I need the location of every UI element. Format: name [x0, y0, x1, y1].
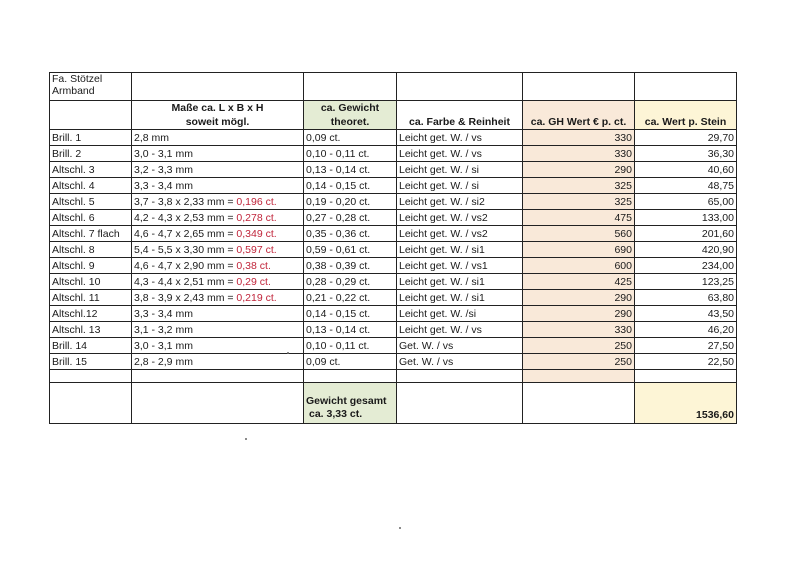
stone-value: 40,60 — [635, 162, 737, 178]
stone-name: Brill. 14 — [50, 338, 132, 354]
stone-dimensions — [132, 130, 304, 146]
stone-value: 63,80 — [635, 290, 737, 306]
empty-cell — [635, 370, 737, 383]
stone-color-clarity: Leicht get. W. / vs — [397, 322, 523, 338]
gh-value: 475 — [523, 210, 635, 226]
stone-name: Altschl. 7 flach — [50, 226, 132, 242]
scan-speck — [399, 527, 401, 529]
dimensions-text: 4,2 - 4,3 x 2,53 mm = — [134, 212, 237, 224]
empty-cell — [50, 383, 132, 424]
empty-cell — [397, 370, 523, 383]
stone-color-clarity: Leicht get. W. /si — [397, 306, 523, 322]
stone-dimensions — [132, 322, 304, 338]
stone-color-clarity: Leicht get. W. / vs2 — [397, 226, 523, 242]
calculated-carat: 0,196 ct. — [236, 196, 277, 208]
dimensions-text: 3,8 - 3,9 x 2,43 mm = — [134, 292, 237, 304]
color-header: ca. Farbe & Reinheit — [397, 101, 523, 130]
scan-speck — [287, 352, 289, 354]
stone-weight: 0,09 ct. — [304, 130, 397, 146]
stone-dimensions — [132, 226, 304, 242]
value-per-stone-header: ca. Wert p. Stein — [635, 101, 737, 130]
weight-header-line2: theoret. — [330, 116, 370, 128]
weight-header — [304, 101, 397, 130]
stone-name: Altschl. 4 — [50, 178, 132, 194]
gh-value: 250 — [523, 338, 635, 354]
stone-name: Altschl. 8 — [50, 242, 132, 258]
stone-value: 29,70 — [635, 130, 737, 146]
calculated-carat: 0,219 ct. — [236, 292, 277, 304]
company-cell — [50, 73, 132, 101]
stone-dimensions — [132, 146, 304, 162]
stone-weight: 0,19 - 0,20 ct. — [304, 194, 397, 210]
table-body — [50, 73, 737, 424]
stone-dimensions — [132, 274, 304, 290]
table-row — [50, 274, 737, 290]
dimensions-text: 3,3 - 3,4 mm — [134, 180, 193, 192]
stone-value: 201,60 — [635, 226, 737, 242]
table-row — [50, 338, 737, 354]
table-row — [50, 226, 737, 242]
stone-weight: 0,09 ct. — [304, 354, 397, 370]
empty-cell — [523, 73, 635, 101]
empty-cell — [523, 370, 635, 383]
stone-name: Altschl. 5 — [50, 194, 132, 210]
table-row — [50, 178, 737, 194]
stone-weight: 0,38 - 0,39 ct. — [304, 258, 397, 274]
stone-value: 22,50 — [635, 354, 737, 370]
stone-color-clarity: Leicht get. W. / si1 — [397, 242, 523, 258]
gh-value: 690 — [523, 242, 635, 258]
gh-value: 330 — [523, 146, 635, 162]
stone-color-clarity: Leicht get. W. / si1 — [397, 274, 523, 290]
dimensions-text: 3,1 - 3,2 mm — [134, 324, 193, 336]
stone-weight: 0,28 - 0,29 ct. — [304, 274, 397, 290]
stone-value: 133,00 — [635, 210, 737, 226]
stone-color-clarity: Get. W. / vs — [397, 338, 523, 354]
gh-value: 330 — [523, 130, 635, 146]
stone-color-clarity: Leicht get. W. / vs — [397, 130, 523, 146]
stone-dimensions — [132, 178, 304, 194]
stone-dimensions — [132, 210, 304, 226]
stone-value: 420,90 — [635, 242, 737, 258]
stone-color-clarity: Leicht get. W. / si — [397, 162, 523, 178]
stone-value: 27,50 — [635, 338, 737, 354]
table-row — [50, 306, 737, 322]
empty-cell — [397, 383, 523, 424]
scan-speck — [245, 438, 247, 440]
stone-value: 43,50 — [635, 306, 737, 322]
gh-value: 290 — [523, 306, 635, 322]
stone-name: Altschl. 11 — [50, 290, 132, 306]
stone-color-clarity: Get. W. / vs — [397, 354, 523, 370]
stone-weight: 0,14 - 0,15 ct. — [304, 178, 397, 194]
stone-value: 123,25 — [635, 274, 737, 290]
stone-dimensions — [132, 242, 304, 258]
totals-row — [50, 383, 737, 424]
header-row — [50, 101, 737, 130]
table-row — [50, 354, 737, 370]
empty-cell — [397, 73, 523, 101]
stone-weight: 0,27 - 0,28 ct. — [304, 210, 397, 226]
dimensions-text: 5,4 - 5,5 x 3,30 mm = — [134, 244, 237, 256]
stone-weight: 0,35 - 0,36 ct. — [304, 226, 397, 242]
gh-value: 325 — [523, 194, 635, 210]
total-weight-value: ca. 3,33 ct. — [309, 408, 363, 420]
dimensions-header-line1: Maße ca. L x B x H — [171, 102, 264, 114]
table-row — [50, 242, 737, 258]
empty-cell — [635, 73, 737, 101]
stone-name: Brill. 2 — [50, 146, 132, 162]
empty-cell — [523, 383, 635, 424]
dimensions-text: 4,3 - 4,4 x 2,51 mm = — [134, 276, 237, 288]
stone-name: Altschl. 13 — [50, 322, 132, 338]
dimensions-header-line2: soweit mögl. — [185, 116, 250, 128]
calculated-carat: 0,38 ct. — [236, 260, 271, 272]
stone-name: Altschl. 10 — [50, 274, 132, 290]
gh-value: 290 — [523, 162, 635, 178]
gh-value: 290 — [523, 290, 635, 306]
stone-color-clarity: Leicht get. W. / si2 — [397, 194, 523, 210]
table-row — [50, 322, 737, 338]
gh-value: 425 — [523, 274, 635, 290]
total-weight — [304, 383, 397, 424]
stone-dimensions — [132, 162, 304, 178]
table-row — [50, 258, 737, 274]
calculated-carat: 0,349 ct. — [236, 228, 277, 240]
table-row — [50, 162, 737, 178]
stone-value: 65,00 — [635, 194, 737, 210]
stone-color-clarity: Leicht get. W. / vs — [397, 146, 523, 162]
stone-color-clarity: Leicht get. W. / si — [397, 178, 523, 194]
gh-value: 325 — [523, 178, 635, 194]
company-row — [50, 73, 737, 101]
stone-value: 36,30 — [635, 146, 737, 162]
calculated-carat: 0,278 ct. — [236, 212, 277, 224]
gh-value: 330 — [523, 322, 635, 338]
empty-cell — [132, 383, 304, 424]
stone-dimensions — [132, 338, 304, 354]
dimensions-text: 2,8 mm — [134, 132, 170, 144]
spacer-row — [50, 370, 737, 383]
empty-cell — [132, 370, 304, 383]
gh-value: 250 — [523, 354, 635, 370]
gh-value: 600 — [523, 258, 635, 274]
table-row — [50, 194, 737, 210]
dimensions-text: 4,6 - 4,7 x 2,65 mm = — [134, 228, 237, 240]
stone-weight: 0,13 - 0,14 ct. — [304, 322, 397, 338]
stone-weight: 0,14 - 0,15 ct. — [304, 306, 397, 322]
table-row — [50, 130, 737, 146]
stone-weight: 0,13 - 0,14 ct. — [304, 162, 397, 178]
table-row — [50, 290, 737, 306]
empty-cell — [304, 73, 397, 101]
stone-weight: 0,59 - 0,61 ct. — [304, 242, 397, 258]
dimensions-text: 3,0 - 3,1 mm — [134, 148, 193, 160]
empty-cell — [50, 370, 132, 383]
stone-name: Altschl. 3 — [50, 162, 132, 178]
dimensions-text: 3,3 - 3,4 mm — [134, 308, 193, 320]
total-weight-label: Gewicht gesamt — [306, 395, 387, 407]
stone-value: 48,75 — [635, 178, 737, 194]
gh-value-header: ca. GH Wert € p. ct. — [523, 101, 635, 130]
empty-cell — [304, 370, 397, 383]
stone-dimensions — [132, 354, 304, 370]
empty-header-cell — [50, 101, 132, 130]
stone-dimensions — [132, 194, 304, 210]
stone-weight: 0,21 - 0,22 ct. — [304, 290, 397, 306]
stone-name: Brill. 15 — [50, 354, 132, 370]
table-row — [50, 210, 737, 226]
gh-value: 560 — [523, 226, 635, 242]
stone-color-clarity: Leicht get. W. / vs1 — [397, 258, 523, 274]
stone-color-clarity: Leicht get. W. / si1 — [397, 290, 523, 306]
stone-dimensions — [132, 290, 304, 306]
stone-name: Altschl. 9 — [50, 258, 132, 274]
stone-name: Brill. 1 — [50, 130, 132, 146]
stone-value: 46,20 — [635, 322, 737, 338]
company-name: Fa. Stötzel — [52, 73, 103, 85]
dimensions-text: 3,7 - 3,8 x 2,33 mm = — [134, 196, 237, 208]
calculated-carat: 0,29 ct. — [236, 276, 271, 288]
stone-name: Altschl.12 — [50, 306, 132, 322]
stone-value: 234,00 — [635, 258, 737, 274]
weight-header-line1: ca. Gewicht — [320, 102, 380, 114]
dimensions-text: 2,8 - 2,9 mm — [134, 356, 193, 368]
stone-weight: 0,10 - 0,11 ct. — [304, 146, 397, 162]
calculated-carat: 0,597 ct. — [236, 244, 277, 256]
stone-weight: 0,10 - 0,11 ct. — [304, 338, 397, 354]
stone-dimensions — [132, 306, 304, 322]
total-value: 1536,60 — [635, 383, 737, 424]
dimensions-header — [132, 101, 304, 130]
table-row — [50, 146, 737, 162]
dimensions-text: 3,2 - 3,3 mm — [134, 164, 193, 176]
stone-color-clarity: Leicht get. W. / vs2 — [397, 210, 523, 226]
empty-cell — [132, 73, 304, 101]
dimensions-text: 4,6 - 4,7 x 2,90 mm = — [134, 260, 237, 272]
stone-name: Altschl. 6 — [50, 210, 132, 226]
stone-dimensions — [132, 258, 304, 274]
appraisal-table — [49, 72, 737, 424]
dimensions-text: 3,0 - 3,1 mm — [134, 340, 193, 352]
company-subtitle: Armband — [52, 85, 95, 97]
